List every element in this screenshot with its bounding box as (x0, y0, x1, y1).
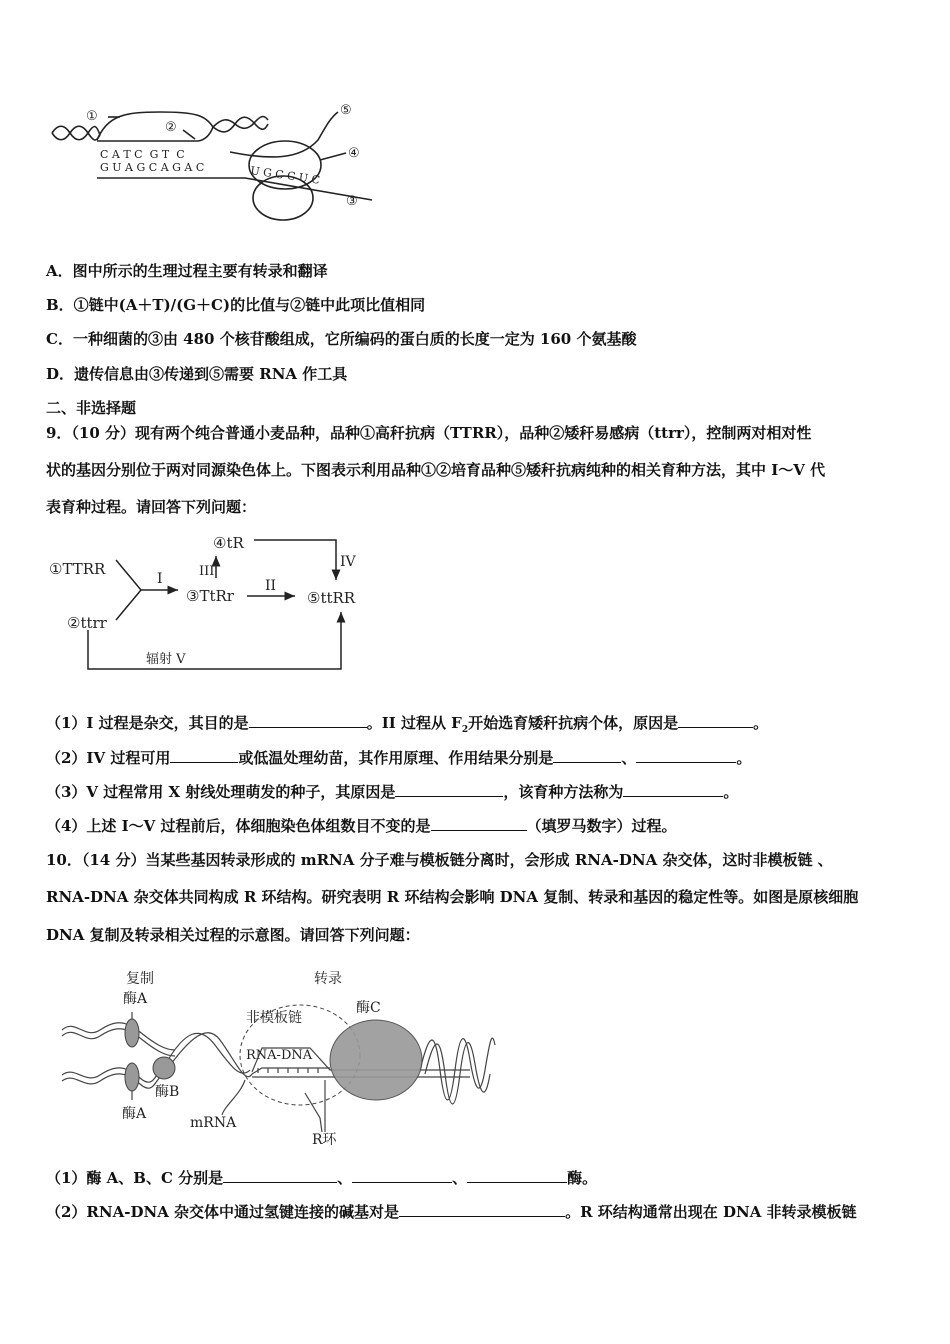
text: （2）RNA-DNA 杂交体中通过氢键连接的碱基对是 (46, 1203, 400, 1221)
label-transcription: 转录 (314, 971, 342, 987)
text: （1）酶 A、B、C 分别是 (46, 1169, 224, 1187)
q9-line3: 表育种过程。请回答下列问题： (46, 498, 257, 516)
text: （2）IV 过程可用 (46, 749, 171, 767)
label-3: ③ (346, 194, 358, 209)
answer-blank[interactable] (636, 748, 736, 763)
text: 。II 过程从 F (366, 714, 462, 732)
dna-bases: C A T C G T C (100, 148, 185, 161)
answer-blank[interactable] (678, 713, 753, 728)
replication-transcription-figure (0, 0, 520, 1160)
answer-blank[interactable] (223, 1168, 337, 1183)
option-d: D．遗传信息由③传递到⑤需要 RNA 作工具 (46, 365, 348, 383)
q10-line1: 10．（14 分）当某些基因转录形成的 mRNA 分子难与模板链分离时，会形成 RNA-DNA 杂交体，这时非模板链 、 (46, 851, 833, 869)
text: 。 (753, 714, 769, 732)
process-2: II (265, 578, 277, 594)
q10-line3: DNA 复制及转录相关过程的示意图。请回答下列问题： (46, 926, 420, 944)
text: （1）I 过程是杂交，其目的是 (46, 714, 249, 732)
node-tr-4: ④tR (213, 534, 244, 552)
label-5: ⑤ (340, 103, 352, 118)
label-2: ② (165, 120, 177, 135)
process-5: 辐射 V (146, 652, 186, 667)
text: ，该育种方法称为 (503, 783, 624, 801)
q9-line2: 状的基因分别位于两对同源染色体上。下图表示利用品种①②培育品种⑤矮秆抗病纯种的相关育种方法，其中 I～V 代 (46, 461, 826, 479)
q9-line1: 9．（10 分）现有两个纯合普通小麦品种，品种①高秆抗病（TTRR），品种②矮秆易感病（ttrr），控制两对相对性 (46, 424, 812, 442)
process-4: IV (340, 554, 356, 570)
process-3: III (199, 564, 215, 579)
text: 。 (723, 783, 739, 801)
label-enzyme-a-top: 酶A (123, 991, 148, 1007)
option-b: B．①链中(A＋T)/(G＋C)的比值与②链中此项比值相同 (46, 296, 426, 314)
text: 、 (621, 749, 637, 767)
label-enzyme-b: 酶B (155, 1084, 180, 1100)
label-mrna: mRNA (190, 1115, 237, 1131)
node-ttrr-5: ⑤ttRR (307, 589, 356, 607)
text: 。R 环结构通常出现在 DNA 非转录模板链 (565, 1203, 857, 1221)
label-replication: 复制 (126, 971, 154, 987)
text: 、 (452, 1169, 468, 1187)
q10-sub2 (46, 1202, 857, 1222)
q10-sub1 (46, 1168, 597, 1188)
process-1: I (157, 571, 163, 587)
option-c: C．一种细菌的③由 480 个核苷酸组成，它所编码的蛋白质的长度一定为 160 个氨基酸 (46, 330, 637, 348)
label-4: ④ (348, 146, 360, 161)
text: 、 (337, 1169, 353, 1187)
text: 开始选育矮秆抗病个体，原因是 (468, 714, 679, 732)
label-non-template: 非模板链 (246, 1010, 302, 1026)
label-1: ① (86, 109, 98, 124)
node-ttrr-3: ③TtRr (186, 587, 234, 605)
answer-blank[interactable] (467, 1168, 567, 1183)
text: 酶。 (567, 1169, 598, 1187)
text: （4）上述 I～V 过程前后，体细胞染色体组数目不变的是 (46, 817, 431, 835)
codon-bases: U G C C U C (249, 164, 321, 187)
section-title: 二、非选择题 (46, 399, 137, 417)
label-r-loop: R环 (312, 1132, 337, 1148)
text: 。 (736, 749, 752, 767)
answer-blank[interactable] (623, 782, 723, 797)
node-ttrr-1: ①TTRR (49, 560, 106, 578)
answer-blank[interactable] (553, 748, 621, 763)
label-enzyme-c: 酶C (356, 1000, 381, 1016)
label-enzyme-a-bottom: 酶A (122, 1106, 147, 1122)
text: （填罗马数字）过程。 (526, 817, 677, 835)
q10-line2: RNA-DNA 杂交体共同构成 R 环结构。研究表明 R 环结构会影响 DNA 复制、转录和基因的稳定性等。如图是原核细胞 (46, 888, 859, 906)
subscript: 2 (461, 725, 469, 735)
mrna-bases: G U A G C A G A C (100, 161, 205, 174)
text: 或低温处理幼苗，其作用原理、作用结果分别是 (238, 749, 554, 767)
answer-blank[interactable] (399, 1202, 565, 1217)
answer-blank[interactable] (352, 1168, 452, 1183)
option-a: A．图中所示的生理过程主要有转录和翻译 (46, 262, 328, 280)
text: （3）V 过程常用 X 射线处理萌发的种子，其原因是 (46, 783, 396, 801)
label-rna-dna: RNA-DNA (246, 1048, 313, 1063)
node-ttrr-2: ②ttrr (67, 614, 107, 632)
